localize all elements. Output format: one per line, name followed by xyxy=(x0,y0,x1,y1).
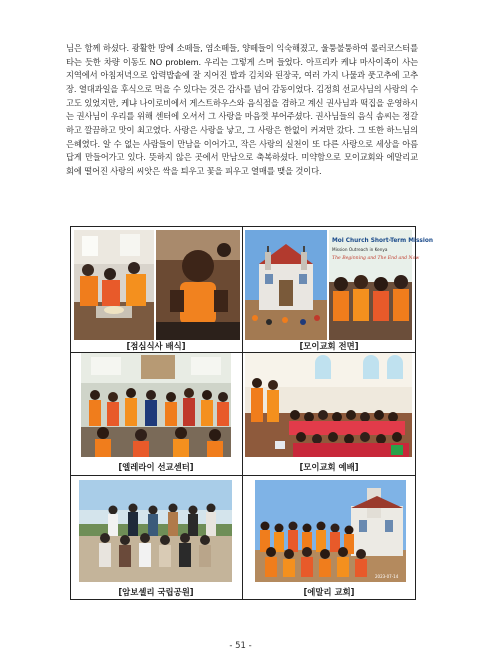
banner-line-3: The Beginning and The End and Now xyxy=(332,256,420,261)
caption-moi-front: [모이교회 전면] xyxy=(299,341,359,351)
caption-emali: [에말리 교회] xyxy=(303,587,355,597)
table-divider-vertical xyxy=(242,226,243,600)
table-border-top xyxy=(70,226,416,227)
photo-moi-church-banner xyxy=(329,230,433,340)
caption-lunch: [점심식사 배식] xyxy=(126,341,186,351)
photo-amboseli xyxy=(79,480,232,582)
table-border-bottom xyxy=(70,599,416,600)
photo-lunch-serving-2 xyxy=(156,230,240,340)
caption-moi-worship: [모이교회 예배] xyxy=(299,462,359,472)
page-number: - 51 - xyxy=(229,641,252,651)
photo-emali-church xyxy=(255,480,406,582)
table-divider-row-2 xyxy=(70,475,416,476)
table-border-left xyxy=(70,226,71,600)
banner-line-2: Mission Outreach in Kenya xyxy=(332,247,388,252)
photo-moi-church-front xyxy=(245,230,327,340)
photo-date-stamp: 2023-07-14 xyxy=(375,574,399,579)
photo-lunch-serving-1 xyxy=(74,230,154,340)
photo-moi-worship xyxy=(245,353,412,457)
body-paragraph: 님은 함께 하셨다. 광활한 땅에 소떼들, 염소떼들, 양떼들이 익숙해졌고, 울퉁불퉁하여 롤러코스터를 타는 듯한 차량 이동도 NO problem. 우리는 그렇게 스며 들었다. 아프리카 케냐 마사이족이 사는 지역에서 아침저녁으로 압력밥솥에 잘 지어진 밥과 김치와 된장국, 여러 가지 나물과 풋고추에 고추장. 열대과일을 후식으로 먹을 수 있다는 것은 감사를 넘어 감동이었다. 김정희 선교사님의 사랑의 수고도 있었지만, 케냐 나이로비에서 게스트하우스와 음식점을 겸하고 계신 권사님과 떡집을 운영하시는 권사님이 우리를 위해 센터에 오셔서 그 사랑을 마음껏 부어주셨다. 권사님들의 음식 솜씨는 정갈하고 깔끔하고 맛이 최고였다. 사랑은 사랑을 낳고, 그 사랑은 한없이 커져만 갔다. 그 또한 하느님의 은혜였다. 알 수 없는 사람들이 만남을 이어가고, 작은 사랑의 실천이 또 다른 사랑으로 세상을 아름답게 만들어가고 있다. 뜻하지 않은 곳에서 만남으로 축복하셨다. 미약함으로 모이교회와 에말리교회에 떨어진 사랑의 씨앗은 싹을 틔우고 꽃을 피우고 열매를 맺을 것이다. xyxy=(66,43,418,176)
table-border-right xyxy=(415,226,416,600)
photo-table xyxy=(70,226,433,600)
banner-title: Moi Church Short-Term Mission xyxy=(332,238,433,244)
photo-ellerai-center xyxy=(81,353,231,457)
caption-amboseli: [암보셀리 국립공원] xyxy=(118,587,194,597)
caption-ellerai: [엘레라이 선교센터] xyxy=(118,462,194,472)
